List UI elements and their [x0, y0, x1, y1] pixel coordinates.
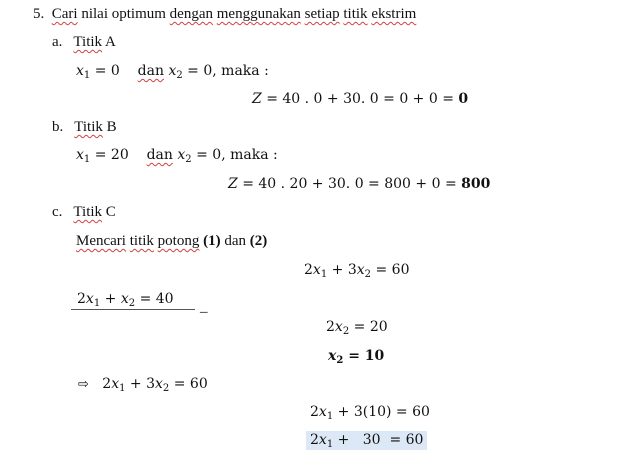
equation-result: 0 — [458, 91, 469, 107]
equation-mid: + 30 = 60 — [337, 432, 424, 448]
coef: 2 — [77, 291, 86, 307]
equation-result: 800 — [461, 176, 491, 192]
dan-word: dan — [146, 147, 173, 163]
item-title-letter: A — [104, 34, 116, 50]
x2-value: 0 — [212, 147, 222, 163]
item-label: c. — [52, 204, 63, 220]
equation-2: $2x_1 + x_2 = 40$ — [77, 291, 174, 309]
heading-word: nilai — [81, 6, 108, 22]
x1-value: 0 — [110, 63, 120, 79]
equation-mid: + 3 — [129, 376, 156, 392]
heading-word: menggunakan — [216, 6, 301, 22]
highlighted-equation: $2x_1 + 30 = 60$ — [306, 431, 427, 450]
x2-value: 0 — [203, 63, 213, 79]
subtraction-rule — [71, 309, 195, 310]
equation-1: $2x_1 + 3x_2 = 60$ — [304, 262, 410, 280]
equation-7 — [306, 431, 427, 449]
equation-expression: = 40 . 0 + 30. 0 = 0 + 0 = — [266, 91, 454, 107]
item-a-equation — [252, 90, 468, 108]
problem-heading — [33, 5, 416, 23]
item-title-word: Titik — [74, 119, 103, 135]
z-symbol: Z — [252, 91, 262, 107]
item-c-intro — [76, 232, 267, 250]
heading-word: Cari — [51, 6, 78, 22]
equation-ref-1: (1) — [203, 233, 221, 249]
item-title-word: Titik — [73, 34, 103, 50]
z-symbol: Z — [228, 176, 238, 192]
item-b-condition: $x_1 = 20$ dan $x_2 = 0$, maka : — [76, 147, 278, 165]
item-b-equation — [228, 175, 490, 193]
equation-rhs: = 10 — [348, 348, 385, 364]
dan-word: dan — [137, 63, 164, 79]
maka-text: , maka : — [221, 147, 278, 163]
heading-word: titik — [343, 6, 368, 22]
coef: 2 — [326, 319, 335, 335]
item-a-condition: $x_1 = 0$ dan $x_2 = 0$, maka : — [76, 63, 269, 81]
equation-mid: + 3(10) = 60 — [337, 404, 430, 420]
equation-5: ⇨ $2x_1 + 3x_2 = 60$ — [78, 376, 208, 394]
item-label: a. — [52, 34, 63, 50]
item-label: b. — [52, 119, 64, 135]
intro-word: potong — [157, 233, 200, 249]
item-title-letter: B — [106, 119, 117, 135]
equation-mid: + — [104, 291, 117, 307]
heading-word: setiap — [304, 6, 340, 22]
item-b-heading — [52, 118, 117, 136]
heading-word: optimum — [111, 6, 166, 22]
coef: 2 — [310, 432, 319, 448]
heading-word: dengan — [169, 6, 213, 22]
equation-rhs: = 20 — [353, 319, 388, 335]
coef: 2 — [102, 376, 112, 392]
equation-3: $2x_2 = 20$ — [326, 319, 388, 337]
arrow-icon: ⇨ — [78, 377, 89, 392]
x1-value: 20 — [110, 147, 129, 163]
maka-text: , maka : — [212, 63, 269, 79]
minus-sign: _ — [200, 299, 208, 315]
coef: 2 — [310, 404, 319, 420]
heading-word: ekstrim — [371, 6, 417, 22]
equation-ref-2: (2) — [249, 233, 268, 249]
equation-rhs: = 60 — [375, 262, 410, 278]
equation-rhs: = 60 — [173, 376, 208, 392]
coef: 2 — [304, 262, 313, 278]
intro-dan: dan — [224, 233, 246, 249]
equation-4: $x_2 = 10$ — [328, 348, 385, 366]
equation-expression: = 40 . 20 + 30. 0 = 800 + 0 = — [242, 176, 457, 192]
intro-word: titik — [129, 233, 154, 249]
intro-word: Mencari — [76, 233, 126, 249]
equation-6: $2x_1 + 3(10) = 60$ — [310, 404, 430, 422]
problem-number: 5. — [33, 6, 45, 22]
item-c-heading — [52, 203, 116, 221]
equation-mid: + 3 — [331, 262, 357, 278]
equation-rhs: = 40 — [139, 291, 174, 307]
item-title-letter: C — [105, 204, 116, 220]
item-title-word: Titik — [73, 204, 103, 220]
item-a-heading — [52, 33, 116, 51]
